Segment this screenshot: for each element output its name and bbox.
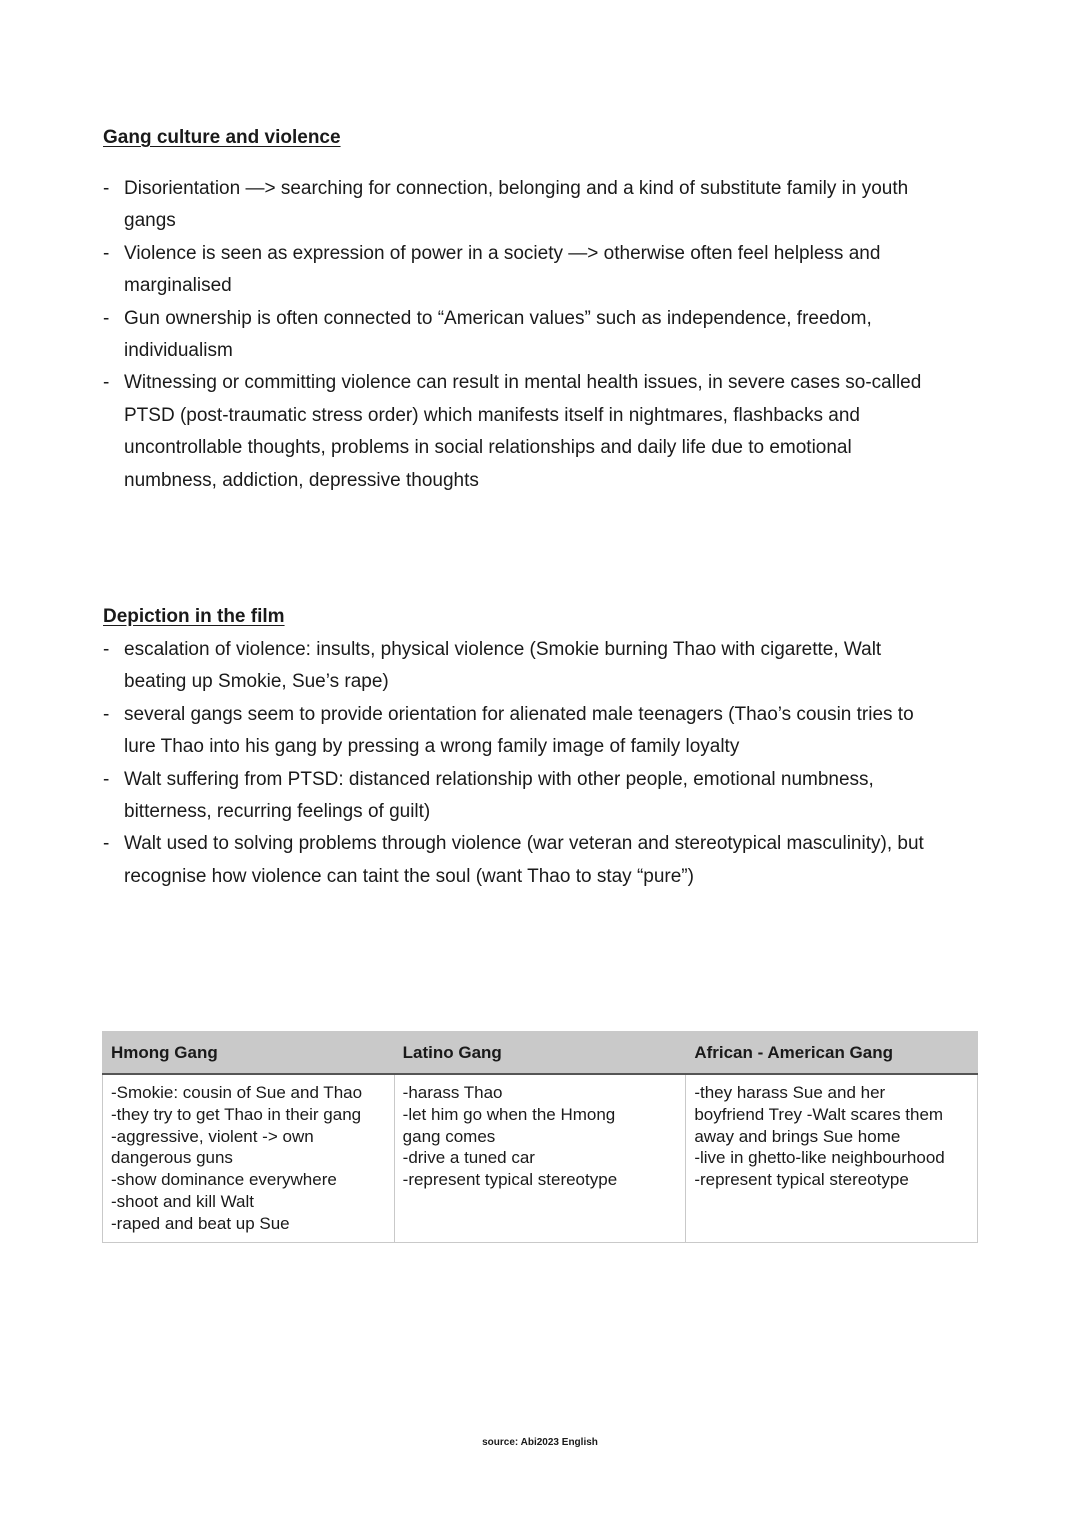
header-latino-gang: Latino Gang bbox=[394, 1032, 686, 1075]
bullet-dash: - bbox=[103, 242, 110, 264]
list-item bbox=[103, 367, 983, 497]
cell-line: -represent typical stereotype bbox=[694, 1170, 909, 1190]
cell-line: -they try to get Thao in their gang bbox=[111, 1104, 362, 1124]
gang-culture-list bbox=[103, 173, 983, 497]
cell-line: -show dominance everywhere bbox=[111, 1170, 337, 1190]
bullet-line: beating up Smokie, Sue’s rape) bbox=[124, 671, 389, 693]
table-header-row bbox=[103, 1032, 978, 1075]
header-african-american-gang: African - American Gang bbox=[686, 1032, 978, 1075]
cell-line: -represent typical stereotype bbox=[402, 1170, 618, 1190]
header-hmong-gang: Hmong Gang bbox=[103, 1032, 395, 1075]
bullet-line: bitterness, recurring feelings of guilt) bbox=[124, 801, 431, 823]
bullet-line: gangs bbox=[124, 210, 176, 232]
bullet-line: several gangs seem to provide orientation for alienated male teenagers (Thao’s cousin tries to bbox=[124, 703, 914, 725]
cell-line: -raped and beat up Sue bbox=[111, 1213, 290, 1233]
cell-line: -aggressive, violent -> own bbox=[111, 1126, 314, 1146]
cell-hmong-gang bbox=[103, 1074, 395, 1243]
bullet-line: PTSD (post-traumatic stress order) which manifests itself in nightmares, flashbacks and bbox=[124, 404, 860, 426]
bullet-line: marginalised bbox=[124, 275, 232, 297]
source-footnote: source: Abi2023 English bbox=[482, 1437, 598, 1448]
bullet-line: escalation of violence: insults, physical violence (Smokie burning Thao with cigarette, Walt bbox=[124, 639, 882, 660]
list-item bbox=[103, 634, 983, 699]
bullet-dash: - bbox=[103, 703, 110, 725]
bullet-dash: - bbox=[103, 639, 110, 660]
cell-line: boyfriend Trey -Walt scares them bbox=[694, 1104, 944, 1124]
list-item bbox=[103, 699, 983, 764]
bullet-dash: - bbox=[103, 178, 110, 199]
cell-line: -live in ghetto-like neighbourhood bbox=[694, 1148, 945, 1168]
list-item bbox=[103, 828, 983, 893]
bullet-line: uncontrollable thoughts, problems in social relationships and daily life due to emotional bbox=[124, 437, 852, 459]
cell-line: -harass Thao bbox=[402, 1083, 503, 1102]
section-heading-depiction: Depiction in the film bbox=[103, 606, 285, 627]
bullet-line: Walt suffering from PTSD: distanced relationship with other people, emotional numbness, bbox=[124, 768, 874, 790]
table-row bbox=[103, 1074, 978, 1243]
list-item bbox=[103, 764, 983, 829]
cell-line: -they harass Sue and her bbox=[694, 1083, 886, 1102]
gang-comparison-table bbox=[102, 1031, 978, 1243]
bullet-dash: - bbox=[103, 768, 110, 790]
depiction-list bbox=[103, 634, 983, 893]
cell-latino-gang bbox=[394, 1074, 686, 1243]
bullet-line: lure Thao into his gang by pressing a wrong family image of family loyalty bbox=[124, 736, 740, 758]
bullet-line: numbness, addiction, depressive thoughts bbox=[124, 469, 479, 491]
bullet-dash: - bbox=[103, 372, 110, 394]
cell-line: dangerous guns bbox=[111, 1148, 233, 1168]
cell-line: gang comes bbox=[402, 1126, 496, 1146]
bullet-line: Disorientation —> searching for connection, belonging and a kind of substitute family in youth bbox=[124, 178, 909, 199]
cell-line: -drive a tuned car bbox=[402, 1148, 535, 1168]
bullet-line: individualism bbox=[124, 340, 233, 362]
cell-african-american-gang bbox=[686, 1074, 978, 1243]
list-item bbox=[103, 238, 983, 303]
bullet-dash: - bbox=[103, 307, 110, 329]
cell-line: -Smokie: cousin of Sue and Thao bbox=[111, 1083, 363, 1102]
bullet-line: Witnessing or committing violence can result in mental health issues, in severe cases so-called bbox=[124, 372, 922, 394]
bullet-line: Gun ownership is often connected to “American values” such as independence, freedom, bbox=[124, 307, 872, 329]
bullet-line: Walt used to solving problems through violence (war veteran and stereotypical masculinity), but bbox=[124, 833, 924, 855]
bullet-line: Violence is seen as expression of power in a society —> otherwise often feel helpless and bbox=[124, 242, 881, 264]
cell-line: -shoot and kill Walt bbox=[111, 1191, 254, 1211]
list-item bbox=[103, 173, 983, 238]
bullet-dash: - bbox=[103, 833, 110, 855]
cell-line: away and brings Sue home bbox=[694, 1126, 901, 1146]
section-heading-gang-culture: Gang culture and violence bbox=[103, 127, 341, 148]
bullet-line: recognise how violence can taint the soul (want Thao to stay “pure”) bbox=[124, 865, 694, 887]
cell-line: -let him go when the Hmong bbox=[402, 1104, 616, 1124]
list-item bbox=[103, 303, 983, 368]
